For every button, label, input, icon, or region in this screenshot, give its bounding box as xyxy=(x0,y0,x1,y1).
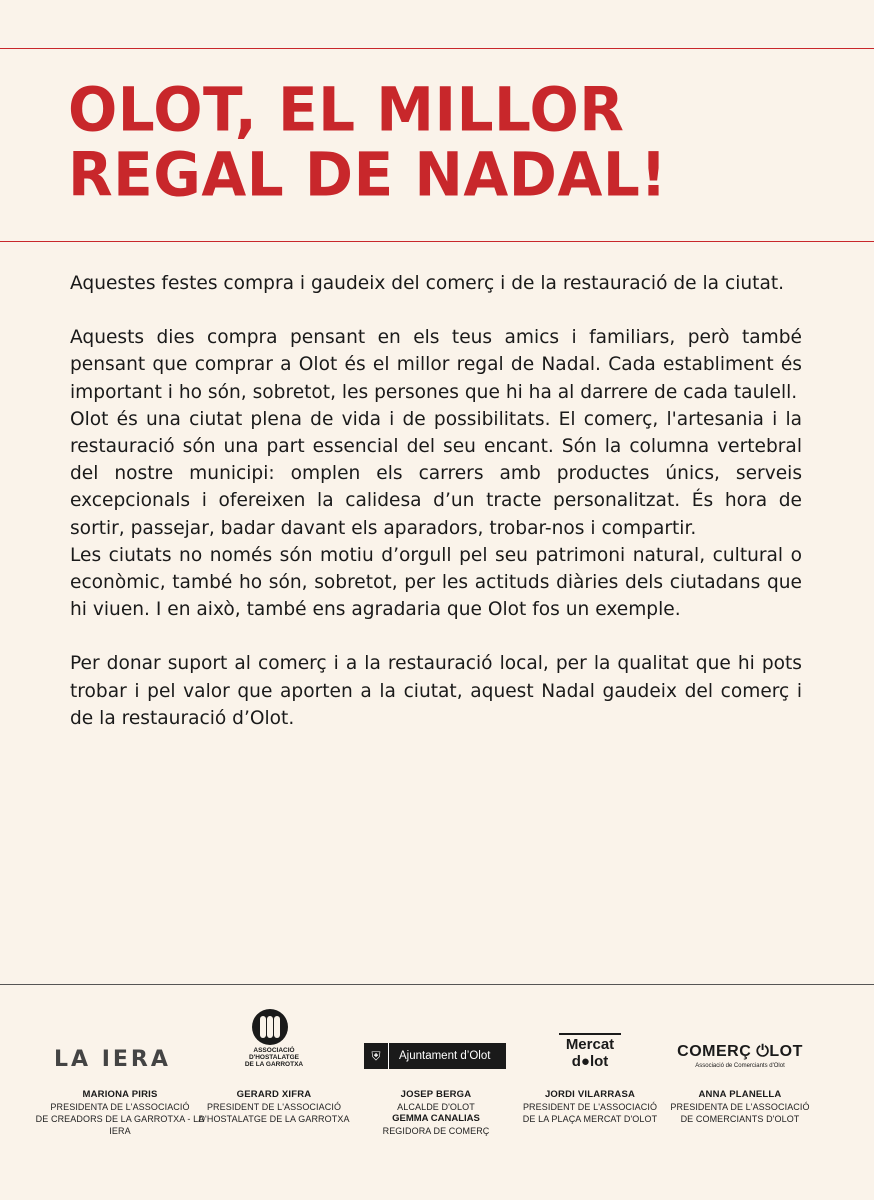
signatory-name: ANNA PLANELLA xyxy=(698,1089,782,1100)
title-bottom-rule xyxy=(0,241,874,242)
signatory-role: PRESIDENTA DE L'ASSOCIACIÓ xyxy=(50,1102,190,1112)
page-title xyxy=(68,73,848,211)
la-iera-logo: LA IERA xyxy=(54,1047,171,1072)
signatory-role: DE COMERCIANTS D'OLOT xyxy=(680,1114,800,1124)
paragraph-2: Aquests dies compra pensant en els teus amics i familiars, però també pensant que comprar a Olot és el millor regal de Nadal. Cada establiment és important i ho són, sobretot, les persones que hi ha al darrere de cada taulell. xyxy=(70,327,802,403)
signatory-name: MARIONA PIRIS xyxy=(82,1089,158,1100)
paragraph-1: Aquestes festes compra i gaudeix del comerç i de la restauració de la ciutat. xyxy=(70,273,785,294)
shield-icon: ⛨ xyxy=(364,1043,389,1069)
signatory-comerc-olot xyxy=(650,1005,830,1125)
signatory-name: JORDI VILARRASA xyxy=(544,1089,636,1100)
signatory-hostalatge xyxy=(184,1005,364,1125)
mercat-logo: Mercat d●lot xyxy=(550,1033,630,1070)
signatory-role: REGIDORA DE COMERÇ xyxy=(382,1126,490,1136)
footer-rule xyxy=(0,984,874,985)
signatory-la-iera xyxy=(30,1005,210,1137)
comerc-olot-logo: COMERÇ ⏻LOT Associació de Comerciants d'Olot xyxy=(677,1043,803,1069)
signatories xyxy=(0,1005,874,1165)
signatory-ajuntament xyxy=(346,1005,526,1137)
signatory-name-2: GEMMA CANALIAS xyxy=(392,1113,480,1124)
title-line-2: REGAL DE NADAL! xyxy=(68,138,668,211)
top-rule xyxy=(0,48,874,49)
signatory-role: D'HOSTALATGE DE LA GARROTXA xyxy=(198,1114,350,1124)
signatory-role: DE CREADORS DE LA GARROTXA - LA IERA xyxy=(35,1114,205,1136)
paragraph-4: Les ciutats no només són motiu d’orgull pel seu patrimoni natural, cultural o econòmic, també ho són, sobretot, per les actituds diàries dels ciutadans que hi viuen. I en això, també ens agradaria que Olot fos un exemple. xyxy=(70,544,802,621)
hostalatge-logo-text: ASSOCIACIÓ D'HOSTALATGE DE LA GARROTXA xyxy=(244,1047,304,1068)
signatory-role: PRESIDENTA DE L'ASSOCIACIÓ xyxy=(670,1102,810,1112)
ajuntament-logo: ⛨ Ajuntament d’Olot xyxy=(364,1043,506,1069)
signatory-role: PRESIDENT DE L'ASSOCIACIÓ xyxy=(522,1102,658,1112)
paragraph-5: Per donar suport al comerç i a la restauració local, per la qualitat que hi pots trobar i pel valor que aporten a la ciutat, aquest Nadal gaudeix del comerç i de la restauració d’Olot. xyxy=(70,653,802,729)
letter-body xyxy=(70,270,802,732)
signatory-role: DE LA PLAÇA MERCAT D'OLOT xyxy=(522,1114,658,1124)
paragraph-3: Olot és una ciutat plena de vida i de possibilitats. El comerç, l'artesania i la restauració són una part essencial del seu encant. Són la columna vertebral del nostre municipi: omplen els carrers amb productes únics, serveis excepcionals i ofereixen la calidesa d’un tracte personalitzat. És hora de sortir, passejar, badar davant els aparadors, trobar-nos i compartir. xyxy=(70,408,802,539)
signatory-name: GERARD XIFRA xyxy=(236,1089,312,1100)
signatory-role: PRESIDENT DE L'ASSOCIACIÓ xyxy=(206,1102,342,1112)
hostalatge-logo-icon xyxy=(252,1009,288,1045)
title-line-1: OLOT, EL MILLOR xyxy=(68,73,625,146)
signatory-name: JOSEP BERGA xyxy=(400,1089,472,1100)
signatory-role: ALCALDE D'OLOT xyxy=(397,1102,475,1112)
